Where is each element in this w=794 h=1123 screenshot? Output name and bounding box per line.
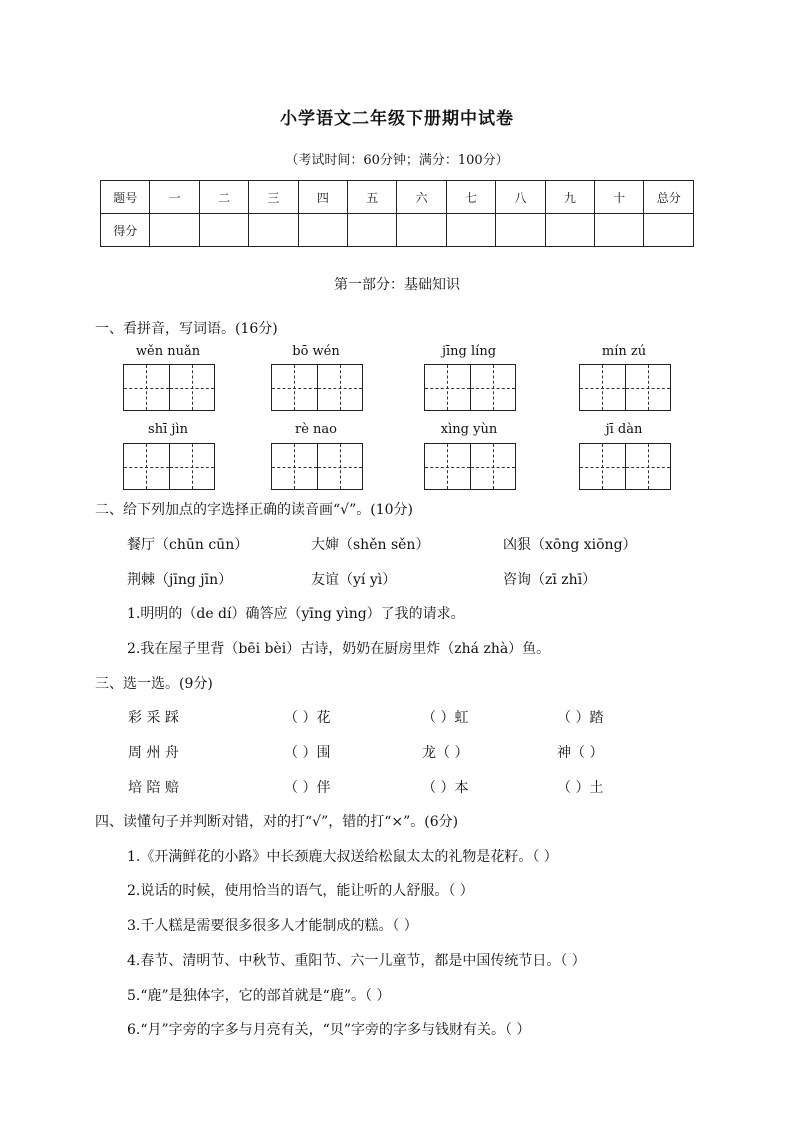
character-group: 彩 采 踩 bbox=[128, 710, 179, 726]
score-cell[interactable] bbox=[199, 214, 248, 247]
header-cell: 八 bbox=[496, 181, 545, 214]
reading-choice[interactable]: 餐厅（chūn cūn） bbox=[127, 537, 249, 553]
page-title: 小学语文二年级下册期中试卷 bbox=[280, 109, 514, 129]
writing-box[interactable] bbox=[123, 443, 215, 490]
pinyin-label: jī dàn bbox=[605, 422, 643, 437]
sentence-choice[interactable]: 1.明明的（de dí）确答应（yīng yìng）了我的请求。 bbox=[127, 606, 465, 622]
header-cell: 七 bbox=[446, 181, 495, 214]
fill-blank[interactable]: （ ）本 bbox=[422, 780, 469, 796]
pinyin-label: rè nao bbox=[295, 422, 337, 437]
score-table-score-row bbox=[101, 214, 694, 247]
pinyin-label: xìng yùn bbox=[440, 422, 498, 437]
reading-choice[interactable]: 荆棘（jīng jīn） bbox=[127, 572, 233, 588]
score-cell[interactable] bbox=[150, 214, 199, 247]
sentence-choice[interactable]: 2.我在屋子里背（bēi bèi）古诗，奶奶在厨房里炸（zhá zhà）鱼。 bbox=[127, 641, 551, 657]
header-cell: 三 bbox=[249, 181, 298, 214]
writing-box[interactable] bbox=[424, 364, 516, 411]
fill-blank[interactable]: （ ）伴 bbox=[284, 780, 331, 796]
score-table bbox=[100, 180, 694, 247]
fill-blank[interactable]: 龙（ ） bbox=[422, 745, 469, 761]
fill-blank[interactable]: （ ）围 bbox=[284, 745, 331, 761]
score-cell[interactable] bbox=[249, 214, 298, 247]
header-cell: 六 bbox=[397, 181, 446, 214]
section4-title: 四、读懂句子并判断对错，对的打“√”，错的打“×”。(6分) bbox=[95, 814, 459, 830]
score-cell[interactable] bbox=[595, 214, 644, 247]
judgement-item[interactable]: 1.《开满鲜花的小路》中长颈鹿大叔送给松鼠太太的礼物是花籽。（ ） bbox=[127, 849, 558, 865]
score-cell[interactable] bbox=[446, 214, 495, 247]
judgement-item[interactable]: 4.春节、清明节、中秋节、重阳节、六一儿童节，都是中国传统节日。（ ） bbox=[127, 953, 586, 969]
part-title: 第一部分：基础知识 bbox=[334, 277, 460, 293]
header-cell: 十 bbox=[595, 181, 644, 214]
pinyin-label: shī jìn bbox=[148, 422, 188, 437]
judgement-item[interactable]: 3.千人糕是需要很多很多人才能制成的糕。（ ） bbox=[127, 918, 418, 934]
judgement-item[interactable]: 6.“月”字旁的字多与月亮有关，“贝”字旁的字多与钱财有关。（ ） bbox=[127, 1022, 531, 1038]
header-cell: 五 bbox=[348, 181, 397, 214]
character-group: 培 陪 赔 bbox=[128, 780, 179, 796]
fill-blank[interactable]: （ ）虹 bbox=[422, 710, 469, 726]
reading-choice[interactable]: 咨询（zī zhī） bbox=[503, 572, 597, 588]
pinyin-label: wěn nuǎn bbox=[135, 344, 201, 359]
score-table-header-row bbox=[101, 181, 694, 214]
reading-choice[interactable]: 友谊（yí yì） bbox=[311, 572, 397, 588]
score-label-cell: 得分 bbox=[101, 214, 150, 247]
score-cell[interactable] bbox=[545, 214, 594, 247]
writing-box[interactable] bbox=[271, 443, 363, 490]
score-cell[interactable] bbox=[644, 214, 694, 247]
reading-choice[interactable]: 大婶（shěn sěn） bbox=[311, 537, 430, 553]
character-group: 周 州 舟 bbox=[128, 745, 179, 761]
writing-box[interactable] bbox=[579, 364, 671, 411]
section1-title: 一、看拼音，写词语。(16分) bbox=[95, 321, 278, 337]
pinyin-label: bō wén bbox=[292, 344, 340, 359]
judgement-item[interactable]: 5.“鹿”是独体字，它的部首就是“鹿”。（ ） bbox=[127, 988, 391, 1004]
writing-box[interactable] bbox=[579, 443, 671, 490]
writing-box[interactable] bbox=[424, 443, 516, 490]
fill-blank[interactable]: （ ）花 bbox=[284, 710, 331, 726]
section3-title: 三、选一选。(9分) bbox=[95, 676, 213, 692]
writing-box[interactable] bbox=[123, 364, 215, 411]
reading-choice[interactable]: 凶狠（xōng xiōng） bbox=[503, 537, 637, 553]
judgement-item[interactable]: 2.说话的时候，使用恰当的语气，能让听的人舒服。（ ） bbox=[127, 883, 474, 899]
fill-blank[interactable]: 神（ ） bbox=[557, 745, 604, 761]
pinyin-label: mín zú bbox=[601, 344, 647, 359]
exam-info: （考试时间：60分钟；满分：100分） bbox=[285, 153, 509, 168]
score-cell[interactable] bbox=[298, 214, 347, 247]
header-cell: 一 bbox=[150, 181, 199, 214]
fill-blank[interactable]: （ ）土 bbox=[557, 780, 604, 796]
header-cell: 九 bbox=[545, 181, 594, 214]
header-cell: 二 bbox=[199, 181, 248, 214]
score-cell[interactable] bbox=[496, 214, 545, 247]
writing-box[interactable] bbox=[271, 364, 363, 411]
section2-title: 二、给下列加点的字选择正确的读音画“√”。(10分) bbox=[95, 502, 413, 518]
pinyin-label: jīng líng bbox=[441, 344, 497, 359]
fill-blank[interactable]: （ ）踏 bbox=[557, 710, 604, 726]
header-cell: 总分 bbox=[644, 181, 694, 214]
score-cell[interactable] bbox=[397, 214, 446, 247]
header-cell: 四 bbox=[298, 181, 347, 214]
score-cell[interactable] bbox=[348, 214, 397, 247]
header-cell: 题号 bbox=[101, 181, 150, 214]
